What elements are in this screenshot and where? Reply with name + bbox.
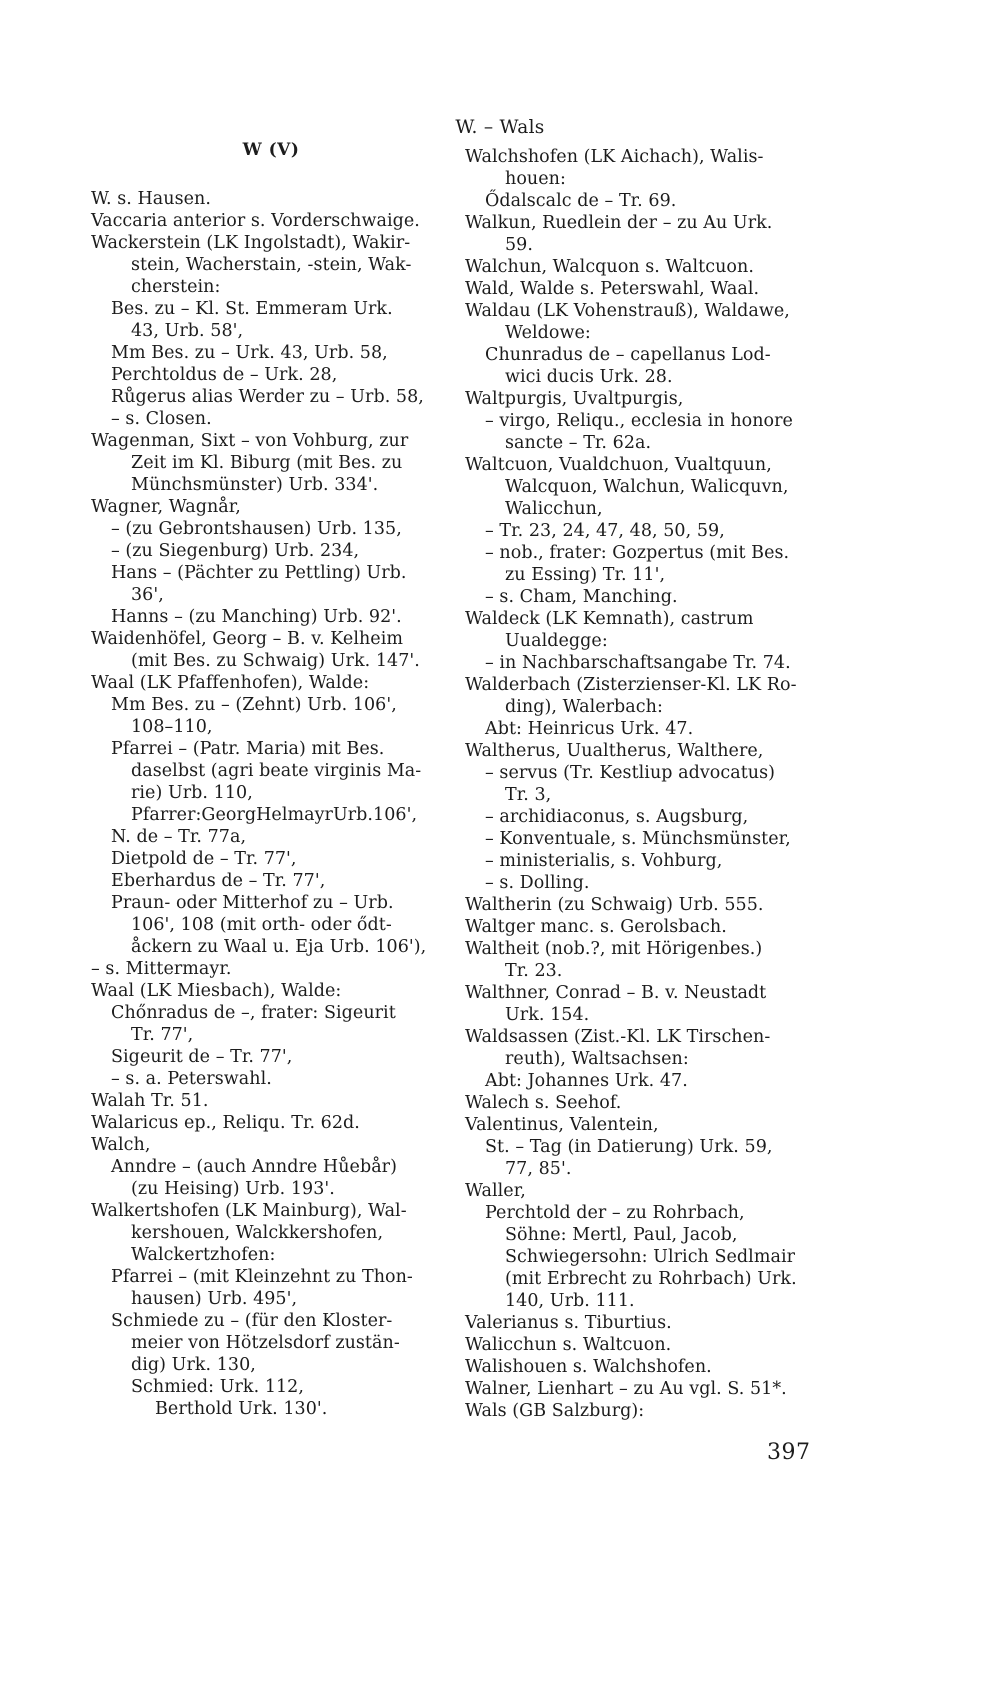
index-line: Wackerstein (LK Ingolstadt), Wakir- [91, 233, 411, 253]
index-line: Tr. 77', [131, 1025, 194, 1045]
index-line: hausen) Urb. 495', [131, 1289, 298, 1309]
index-line: (mit Bes. zu Schwaig) Urk. 147'. [131, 651, 420, 671]
index-line: meier von Hötzelsdorf zustän- [131, 1333, 400, 1353]
index-line: Walthner, Conrad – B. v. Neustadt [465, 983, 767, 1003]
index-line: Waal (LK Pfaffenhofen), Walde: [91, 673, 370, 693]
index-line: Walner, Lienhart – zu Au vgl. S. 51*. [465, 1379, 787, 1399]
index-line: Abt: Heinricus Urk. 47. [485, 719, 694, 739]
index-line: Söhne: Mertl, Paul, Jacob, [505, 1225, 738, 1245]
index-line: – Tr. 23, 24, 47, 48, 50, 59, [485, 521, 725, 541]
index-line: Walicchun s. Waltcuon. [465, 1335, 672, 1355]
index-line: 59. [505, 235, 533, 255]
index-line: W. s. Hausen. [91, 189, 211, 209]
index-line: Waal (LK Miesbach), Walde: [91, 981, 342, 1001]
index-line: – in Nachbarschaftsangabe Tr. 74. [485, 653, 791, 673]
index-line: Pfarrer:GeorgHelmayrUrb.106', [131, 805, 418, 825]
index-line: – Konventuale, s. Münchsmünster, [485, 829, 791, 849]
index-line: Pfarrei – (mit Kleinzehnt zu Thon- [111, 1267, 413, 1287]
index-line: dig) Urk. 130, [131, 1355, 256, 1375]
index-line: (mit Erbrecht zu Rohrbach) Urk. [505, 1269, 797, 1289]
index-line: Ődalscalc de – Tr. 69. [485, 191, 677, 211]
index-line: N. de – Tr. 77a, [111, 827, 247, 847]
index-line: Dietpold de – Tr. 77', [111, 849, 297, 869]
index-line: Walderbach (Zisterzienser-Kl. LK Ro- [465, 675, 797, 695]
index-line: 106', 108 (mit orth- oder ődt- [131, 915, 392, 935]
index-line: Weldowe: [505, 323, 591, 343]
index-line: – s. Mittermayr. [91, 959, 232, 979]
index-line: cherstein: [131, 277, 221, 297]
index-line: zu Essing) Tr. 11', [505, 565, 666, 585]
index-line: 108–110, [131, 717, 213, 737]
index-line: St. – Tag (in Datierung) Urk. 59, [485, 1137, 773, 1157]
running-head: W. – Wals [455, 117, 545, 138]
index-line: Mm Bes. zu – Urk. 43, Urb. 58, [111, 343, 388, 363]
index-line: Bes. zu – Kl. St. Emmeram Urk. [111, 299, 393, 319]
index-line: Waltherin (zu Schwaig) Urb. 555. [465, 895, 764, 915]
index-line: – nob., frater: Gozpertus (mit Bes. [485, 543, 790, 563]
index-line: (zu Heising) Urb. 193'. [131, 1179, 335, 1199]
index-line: Tr. 3, [505, 785, 552, 805]
index-line: wici ducis Urk. 28. [505, 367, 673, 387]
index-line: Hanns – (zu Manching) Urb. 92'. [111, 607, 402, 627]
index-line: daselbst (agri beate virginis Ma- [131, 761, 422, 781]
index-line: Walcquon, Walchun, Walicquvn, [505, 477, 789, 497]
index-line: rie) Urb. 110, [131, 783, 253, 803]
index-line: Valerianus s. Tiburtius. [465, 1313, 672, 1333]
index-line: – s. a. Peterswahl. [111, 1069, 272, 1089]
index-line: Eberhardus de – Tr. 77', [111, 871, 326, 891]
index-line: Wagner, Wagnår, [91, 497, 241, 517]
page-number: 397 [767, 1440, 811, 1465]
index-line: Waltherus, Uualtherus, Walthere, [465, 741, 764, 761]
index-line: 36', [131, 585, 164, 605]
index-line: – s. Dolling. [485, 873, 590, 893]
index-line: stein, Wacherstain, -stein, Wak- [131, 255, 412, 275]
index-line: Walchun, Walcquon s. Waltcuon. [465, 257, 754, 277]
index-line: Urk. 154. [505, 1005, 590, 1025]
index-line: Schmiede zu – (für den Kloster- [111, 1311, 393, 1331]
index-line: Walch, [91, 1135, 151, 1155]
index-line: Chunradus de – capellanus Lod- [485, 345, 771, 365]
index-line: 77, 85'. [505, 1159, 572, 1179]
index-line: Waller, [465, 1181, 526, 1201]
index-line: Waldau (LK Vohenstrauß), Waldawe, [465, 301, 790, 321]
index-line: Walckertzhofen: [131, 1245, 276, 1265]
index-line: Růgerus alias Werder zu – Urb. 58, [111, 387, 424, 407]
index-line: Tr. 23. [505, 961, 563, 981]
index-line: Pfarrei – (Patr. Maria) mit Bes. [111, 739, 385, 759]
index-line: Perchtold der – zu Rohrbach, [485, 1203, 745, 1223]
index-line: – (zu Siegenburg) Urb. 234, [111, 541, 360, 561]
index-line: Walishouen s. Walchshofen. [465, 1357, 712, 1377]
index-line: Mm Bes. zu – (Zehnt) Urb. 106', [111, 695, 397, 715]
section-title: W (V) [242, 140, 300, 160]
index-line: åckern zu Waal u. Eja Urb. 106'), [131, 937, 427, 957]
index-line: Berthold Urk. 130'. [155, 1399, 328, 1419]
index-line: Zeit im Kl. Biburg (mit Bes. zu [131, 453, 403, 473]
index-line: Walech s. Seehof. [465, 1093, 622, 1113]
index-line: Waltcuon, Vualdchuon, Vualtquun, [465, 455, 772, 475]
index-line: Uualdegge: [505, 631, 608, 651]
index-line: Walicchun, [505, 499, 603, 519]
index-line: 43, Urb. 58', [131, 321, 244, 341]
index-line: Walkun, Ruedlein der – zu Au Urk. [465, 213, 773, 233]
index-line: 140, Urb. 111. [505, 1291, 635, 1311]
index-line: Anndre – (auch Anndre Hůebår) [111, 1157, 397, 1177]
index-line: Abt: Johannes Urk. 47. [485, 1071, 688, 1091]
index-line: Walaricus ep., Reliqu. Tr. 62d. [91, 1113, 360, 1133]
index-line: Walchshofen (LK Aichach), Walis- [465, 147, 764, 167]
index-line: Hans – (Pächter zu Pettling) Urb. [111, 563, 407, 583]
index-line: Wagenman, Sixt – von Vohburg, zur [91, 431, 409, 451]
index-line: Vaccaria anterior s. Vorderschwaige. [91, 211, 420, 231]
index-line: Perchtoldus de – Urk. 28, [111, 365, 338, 385]
index-line: ding), Walerbach: [505, 697, 663, 717]
index-line: Wald, Walde s. Peterswahl, Waal. [465, 279, 760, 299]
index-line: Walkertshofen (LK Mainburg), Wal- [91, 1201, 407, 1221]
index-line: Waldsassen (Zist.-Kl. LK Tirschen- [465, 1027, 771, 1047]
index-line: – s. Closen. [111, 409, 212, 429]
index-line: – s. Cham, Manching. [485, 587, 678, 607]
index-line: – servus (Tr. Kestliup advocatus) [485, 763, 776, 783]
index-line: Waldeck (LK Kemnath), castrum [465, 609, 754, 629]
index-line: Schwiegersohn: Ulrich Sedlmair [505, 1247, 796, 1267]
index-line: Walah Tr. 51. [91, 1091, 209, 1111]
index-line: Münchsmünster) Urb. 334'. [131, 475, 379, 495]
index-line: – virgo, Reliqu., ecclesia in honore [485, 411, 793, 431]
index-line: reuth), Waltsachsen: [505, 1049, 689, 1069]
index-line: Waidenhöfel, Georg – B. v. Kelheim [91, 629, 403, 649]
index-line: Praun- oder Mitterhof zu – Urb. [111, 893, 394, 913]
index-line: Sigeurit de – Tr. 77', [111, 1047, 293, 1067]
index-line: houen: [505, 169, 566, 189]
index-line: sancte – Tr. 62a. [505, 433, 652, 453]
index-line: – ministerialis, s. Vohburg, [485, 851, 723, 871]
index-line: Waltger manc. s. Gerolsbach. [465, 917, 727, 937]
index-line: Wals (GB Salzburg): [465, 1401, 645, 1421]
index-line: – archidiaconus, s. Augsburg, [485, 807, 749, 827]
index-line: Chőnradus de –, frater: Sigeurit [111, 1003, 396, 1023]
index-line: Waltpurgis, Uvaltpurgis, [465, 389, 684, 409]
index-line: Schmied: Urk. 112, [131, 1377, 304, 1397]
index-line: Valentinus, Valentein, [465, 1115, 659, 1135]
index-line: – (zu Gebrontshausen) Urb. 135, [111, 519, 402, 539]
index-line: Waltheit (nob.?, mit Hörigenbes.) [465, 939, 763, 959]
index-line: kershouen, Walckkershofen, [131, 1223, 384, 1243]
